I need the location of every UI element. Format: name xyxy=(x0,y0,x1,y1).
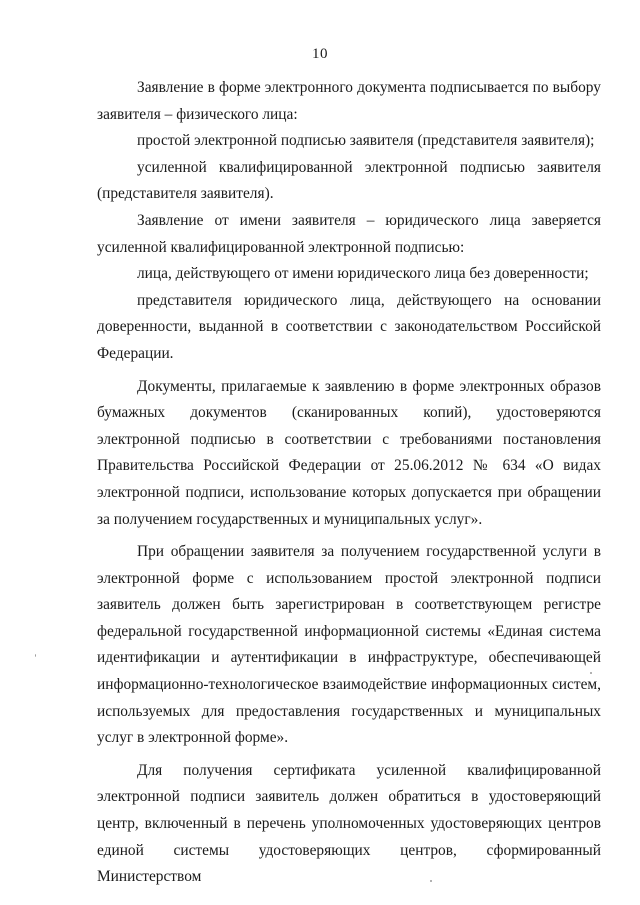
paragraph-8: При обращении заявителя за получением государственной услуги в электронной форме с использованием простой электронной подписи заявитель должен быть зарегистрирован в соответствующем регистре федеральной государственной информационной системы «Единая система идентификации и аутентификации в инфраструктуре, обеспечивающей информационно-технологическое взаимодействие информационных систем, используемых для предоставления государственных и муниципальных услуг в электронной форме». xyxy=(97,543,601,747)
page-number: 10 xyxy=(312,46,328,62)
scan-speck xyxy=(35,654,36,657)
paragraph-6: представителя юридического лица, действующего на основании доверенности, выданной в соответствии с законодательством Российской Федерации. xyxy=(97,291,601,362)
paragraph-1: Заявление в форме электронного документа подписывается по выбору заявителя – физического лица: xyxy=(97,79,601,123)
document-body xyxy=(97,75,601,891)
paragraph-4: Заявление от имени заявителя – юридического лица заверяется усиленной квалифицированной электронной подписью: xyxy=(97,211,601,256)
paragraph-2: простой электронной подписью заявителя (представителя заявителя); xyxy=(137,132,595,150)
scan-speck xyxy=(430,880,432,882)
paragraph-5: лица, действующего от имени юридического лица без доверенности; xyxy=(137,265,589,283)
paragraph-9: Для получения сертификата усиленной квалифицированной электронной подписи заявитель должен обратиться в удостоверяющий центр, включенный в перечень уполномоченных удостоверяющих центров единой системы удостоверяющих центров, сформированный Министерством xyxy=(97,761,601,886)
paragraph-7: Документы, прилагаемые к заявлению в форме электронных образов бумажных документов (сканированных копий), удостоверяются электронной подписью в соответствии с требованиями постановления Правительства Российской Федерации от 25.06.2012 № 634 «О видах электронной подписи, использование которых допускается при обращении за получением государственных и муниципальных услуг». xyxy=(97,377,601,528)
scan-speck xyxy=(590,672,592,674)
paragraph-3: усиленной квалифицированной электронной подписью заявителя (представителя заявителя). xyxy=(97,158,601,203)
